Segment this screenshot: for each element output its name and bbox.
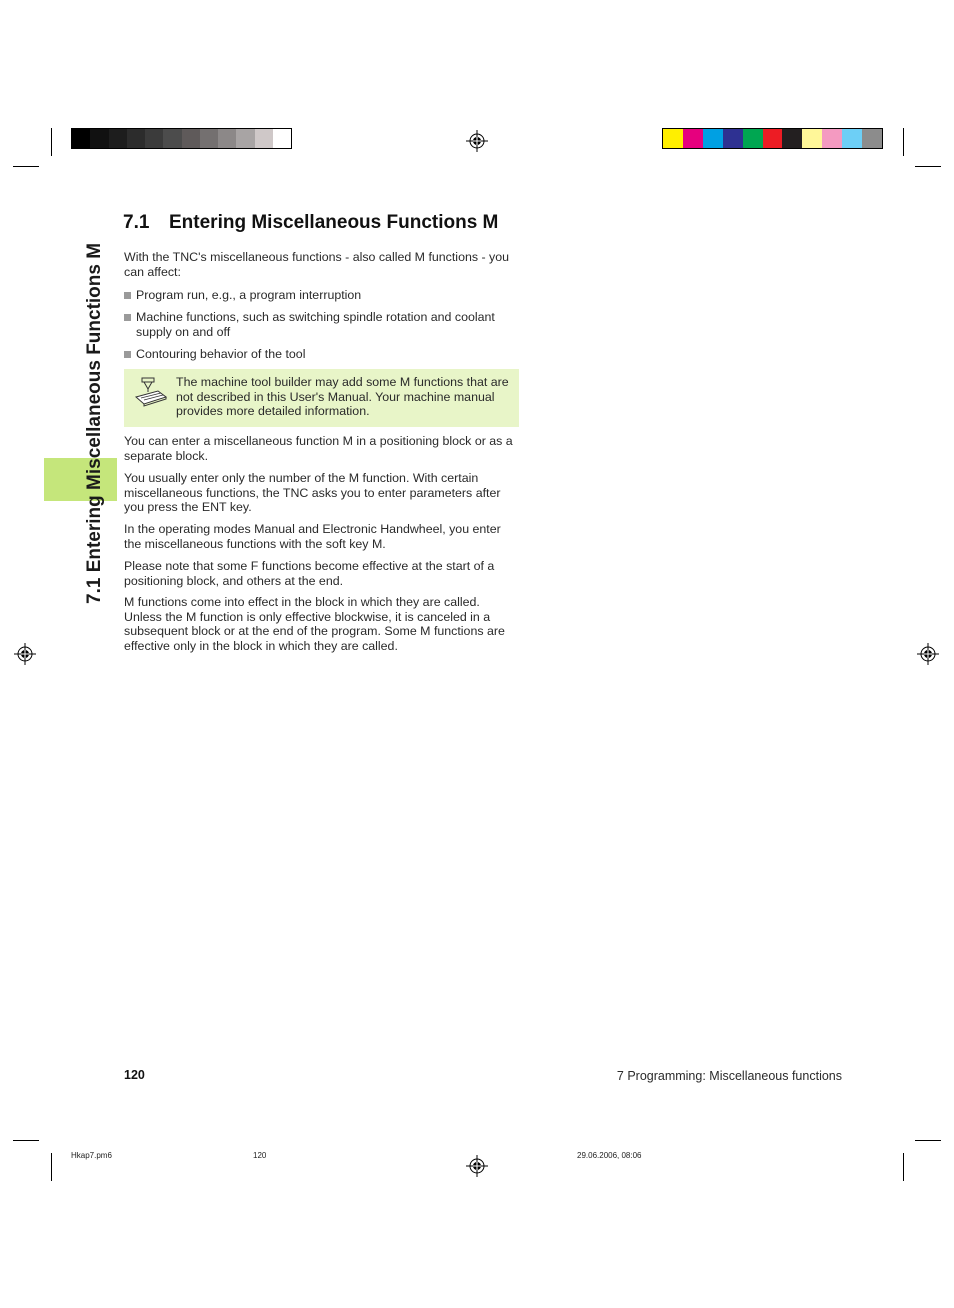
bullet-square-icon: [124, 351, 131, 358]
intro-paragraph: With the TNC's miscellaneous functions - also called M functions - you can affect:: [124, 250, 510, 279]
body-paragraph: You can enter a miscellaneous function M in a positioning block or as a separate block.: [124, 434, 513, 463]
color-swatch: [782, 129, 802, 148]
body-paragraph: You usually enter only the number of the M function. With certain miscellaneous functions, the TNC asks you to enter parameters after you press the ENT key.: [124, 471, 501, 514]
body-paragraph: In the operating modes Manual and Electronic Handwheel, you enter the miscellaneous functions with the soft key M.: [124, 522, 501, 551]
chapter-footer: 7 Programming: Miscellaneous functions: [616, 1069, 842, 1083]
list-item: [124, 347, 532, 362]
color-swatch: [273, 129, 291, 148]
list-item: [124, 288, 532, 303]
body-paragraph: M functions come into effect in the block in which they are called. Unless the M function is only effective blockwise, it is canceled in a subsequent block or at the end of the program. Some M functions are effective only in the block in which they are called.: [124, 595, 505, 653]
list-item-text: Contouring behavior of the tool: [136, 347, 306, 361]
color-swatch: [743, 129, 763, 148]
body-paragraph: Please note that some F functions become effective at the start of a positioning block, and others at the end.: [124, 559, 495, 588]
color-swatch: [109, 129, 127, 148]
color-swatch: [182, 129, 200, 148]
list-item-text: Program run, e.g., a program interruption: [136, 288, 362, 302]
registration-mark-icon: [466, 130, 488, 152]
slug-date: 29.06.2006, 08:06: [577, 1151, 642, 1160]
color-swatch: [663, 129, 683, 148]
slug-page: 120: [253, 1151, 267, 1160]
color-swatch: [200, 129, 218, 148]
section-heading: [123, 212, 498, 234]
bullet-square-icon: [124, 314, 131, 321]
registration-mark-icon: [917, 643, 939, 665]
grayscale-calibration-bar: [71, 128, 292, 149]
color-swatch: [842, 129, 862, 148]
color-calibration-bar: [662, 128, 883, 149]
slug-filename: Hkap7.pm6: [71, 1151, 112, 1160]
list-item-text: Machine functions, such as switching spindle rotation and coolant supply on and off: [136, 310, 495, 339]
section-number: 7.1: [123, 212, 150, 233]
color-swatch: [763, 129, 783, 148]
crop-mark: [903, 128, 904, 156]
color-swatch: [127, 129, 145, 148]
color-swatch: [163, 129, 181, 148]
list-item: [124, 310, 520, 339]
crop-mark: [13, 1140, 39, 1141]
crop-mark: [13, 166, 39, 167]
crop-mark: [51, 128, 52, 156]
crop-mark: [903, 1153, 904, 1181]
color-swatch: [145, 129, 163, 148]
crop-mark: [51, 1153, 52, 1181]
color-swatch: [236, 129, 254, 148]
color-swatch: [703, 129, 723, 148]
crop-mark: [915, 166, 941, 167]
registration-mark-icon: [14, 643, 36, 665]
side-section-title-text: 7.1 Entering Miscellaneous Functions M: [84, 242, 105, 604]
color-swatch: [255, 129, 273, 148]
page-number: 120: [124, 1068, 145, 1082]
note-box: [124, 369, 519, 427]
color-swatch: [683, 129, 703, 148]
note-text: The machine tool builder may add some M functions that are not described in this User's Manual. Your machine manual provides more detailed information.: [176, 375, 509, 418]
bullet-square-icon: [124, 292, 131, 299]
color-swatch: [90, 129, 108, 148]
color-swatch: [72, 129, 90, 148]
section-title: Entering Miscellaneous Functions M: [169, 212, 499, 233]
color-swatch: [218, 129, 236, 148]
color-swatch: [802, 129, 822, 148]
registration-mark-icon: [466, 1155, 488, 1177]
machine-tool-icon: [134, 377, 168, 407]
chapter-tab-marker: [44, 458, 117, 501]
color-swatch: [822, 129, 842, 148]
color-swatch: [723, 129, 743, 148]
color-swatch: [862, 129, 882, 148]
crop-mark: [915, 1140, 941, 1141]
